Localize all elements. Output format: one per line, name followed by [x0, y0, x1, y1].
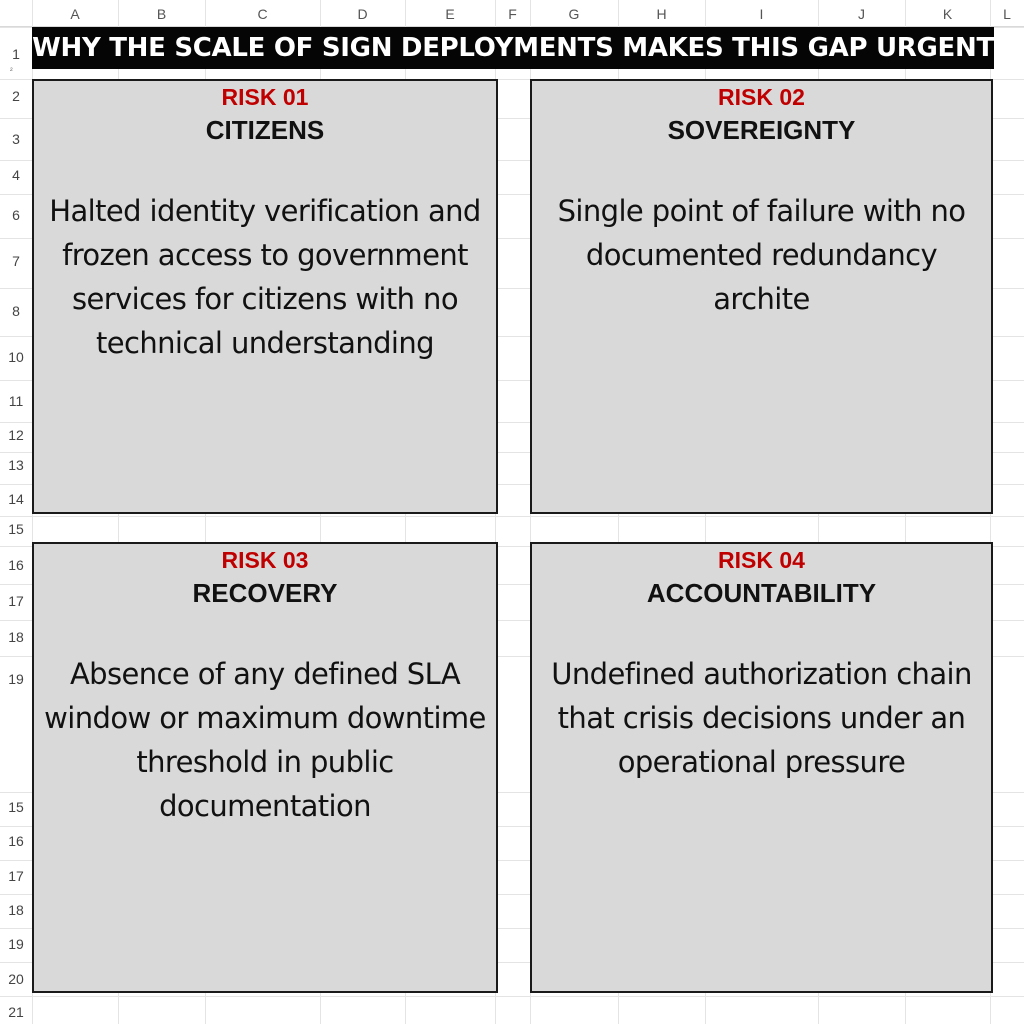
risk-card-accountability[interactable]	[530, 542, 993, 993]
row-header-17[interactable]: 17	[8, 868, 24, 884]
risk-card-citizens[interactable]	[32, 79, 498, 514]
row-header-4[interactable]: 4	[12, 167, 20, 183]
column-header-e[interactable]: E	[445, 6, 455, 22]
row-header-19[interactable]: 19	[8, 671, 24, 687]
risk-code: RISK 03	[221, 547, 309, 573]
risk-description: Single point of failure with no documented redundancy archite	[557, 194, 966, 316]
risk-description: Absence of any defined SLA window or maximum downtime threshold in public documentation	[44, 657, 486, 823]
risk-description: Halted identity verification and frozen access to government services for citizens with no technical understanding	[49, 194, 481, 360]
row-header-17[interactable]: 17	[8, 593, 24, 609]
column-header-f[interactable]: F	[508, 6, 517, 22]
risk-code: RISK 04	[718, 547, 805, 573]
risk-name: SOVEREIGNTY	[667, 115, 856, 145]
title-banner[interactable]: WHY THE SCALE OF SIGN DEPLOYMENTS MAKES THIS GAP URGENT	[32, 27, 994, 69]
row-header-15[interactable]: 15	[8, 799, 24, 815]
row-header-16[interactable]: 16	[8, 833, 24, 849]
row-header-11[interactable]: 11	[8, 393, 24, 409]
row-header-12[interactable]: 12	[8, 427, 24, 443]
column-header-b[interactable]: B	[156, 6, 167, 22]
column-header-g[interactable]: G	[568, 6, 580, 22]
row-header-15[interactable]: 15	[8, 521, 24, 537]
row-header-6[interactable]: 6	[12, 207, 20, 223]
column-header-k[interactable]: K	[942, 6, 953, 22]
risk-name: ACCOUNTABILITY	[646, 578, 877, 608]
column-header-d[interactable]: D	[357, 6, 368, 22]
row-header-2[interactable]: 2	[12, 88, 20, 104]
risk-card-sovereignty[interactable]	[530, 79, 993, 514]
risk-description: Undefined authorization chain that crisis decisions under an operational pressure	[551, 657, 972, 779]
row-header-bar	[0, 26, 32, 1024]
row-gridline	[0, 996, 1024, 997]
row-header-1[interactable]: 1	[12, 46, 20, 62]
row-header-7[interactable]: 7	[12, 253, 20, 269]
risk-name: CITIZENS	[205, 115, 325, 145]
risk-name: RECOVERY	[192, 578, 338, 608]
row-header-3[interactable]: 3	[12, 131, 20, 147]
column-header-c[interactable]: C	[257, 6, 268, 22]
row-header-16[interactable]: 16	[8, 557, 24, 573]
row-header-8[interactable]: 8	[12, 303, 20, 319]
column-header-h[interactable]: H	[656, 6, 667, 22]
row-header-21[interactable]: 21	[8, 1004, 24, 1020]
column-header-l[interactable]: L	[1003, 6, 1011, 22]
row-header-18[interactable]: 18	[8, 629, 24, 645]
column-header-a[interactable]: A	[70, 6, 80, 22]
risk-code: RISK 01	[221, 84, 309, 110]
risk-code: RISK 02	[718, 84, 805, 110]
column-header-i[interactable]: I	[759, 6, 764, 22]
row-header-19[interactable]: 19	[8, 936, 24, 952]
row-header-10[interactable]: 10	[8, 349, 24, 365]
risk-card-recovery[interactable]	[32, 542, 498, 993]
row-resize-mark: ²	[10, 66, 13, 75]
row-header-20[interactable]: 20	[8, 971, 24, 987]
row-header-18[interactable]: 18	[8, 902, 24, 918]
column-header-bar	[0, 0, 1024, 27]
row-header-13[interactable]: 13	[8, 457, 24, 473]
row-header-14[interactable]: 14	[8, 491, 24, 507]
column-header-j[interactable]: J	[858, 6, 865, 22]
row-gridline	[0, 516, 1024, 517]
